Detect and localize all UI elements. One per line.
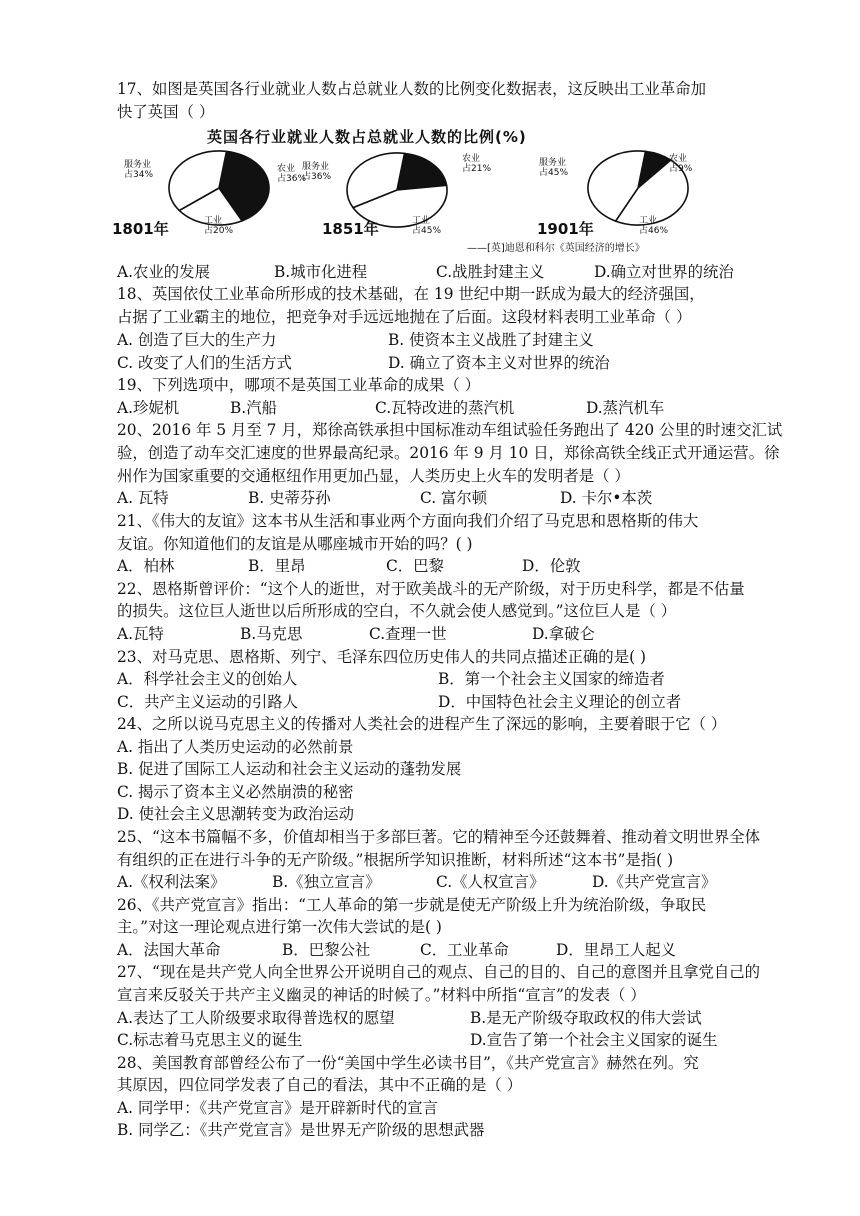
q28-stem-line2: 其原因，四位同学发表了自己的看法，其中不正确的是（ ） [117, 1076, 523, 1094]
pie-1801-label-industry: 工业 占20% [204, 216, 234, 236]
q22-option-a: A.瓦特 [117, 625, 164, 643]
q26-stem-line2: 主。”对这一理论观点进行第一次伟大尝试的是( ) [117, 918, 442, 936]
q27-option-c: C.标志着马克思主义的诞生 [117, 1031, 303, 1049]
q19-option-a: A.珍妮机 [117, 399, 180, 417]
q28-option-b: B. 同学乙：《共产党宣言》是世界无产阶级的思想武器 [117, 1121, 485, 1139]
q22-option-c: C.查理一世 [369, 625, 447, 643]
pie-1851-label-agri: 农业 占21% [462, 154, 492, 174]
q27-option-d: D.宣告了第一个社会主义国家的诞生 [470, 1031, 718, 1049]
q23-stem: 23、对马克思、恩格斯、列宁、毛泽东四位历史伟人的共同点描述正确的是( ) [117, 648, 646, 666]
q26-option-a: A．法国大革命 [117, 941, 221, 959]
pie-1851-label-industry: 工业 占45% [412, 216, 442, 236]
q21-option-d: D．伦敦 [522, 557, 581, 575]
q24-option-d: D. 使社会主义思潮转变为政治运动 [117, 805, 355, 823]
q19-option-c: C.瓦特改进的蒸汽机 [375, 399, 515, 417]
q19-option-b: B.汽船 [230, 399, 277, 417]
pie-1801-label-service: 服务业 占34% [124, 160, 154, 180]
q18-stem-line2: 占据了工业霸主的地位，把竞争对手远远地抛在了后面。这段材料表明工业革命（ ） [117, 308, 692, 326]
q17-option-b: B.城市化进程 [274, 263, 368, 281]
q18-option-d: D. 确立了资本主义对世界的统治 [388, 354, 610, 372]
q28-stem-line1: 28、美国教育部曾经公布了一份“美国中学生必读书目”，《共产党宣言》赫然在列。究 [117, 1054, 699, 1072]
q21-option-c: C．巴黎 [386, 557, 444, 575]
q26-stem-line1: 26、《共产党宣言》指出：“工人革命的第一步就是使无产阶级上升为统治阶级，争取民 [117, 896, 707, 914]
q18-stem-line1: 18、英国依仗工业革命所形成的技术基础，在 19 世纪中期一跃成为最大的经济强国， [117, 285, 705, 303]
employment-pie-chart-figure [112, 126, 752, 258]
q20-option-a: A. 瓦特 [117, 489, 169, 507]
q20-option-b: B. 史蒂芬孙 [248, 489, 331, 507]
pie-1851-label-service: 服务业 占36% [302, 162, 332, 182]
q25-option-a: A.《权利法案》 [117, 873, 226, 891]
q21-option-a: A．柏林 [117, 557, 175, 575]
pie-1901-year: 1901年 [537, 220, 594, 238]
pie-1851-slice-agri [397, 153, 447, 190]
q24-option-a: A. 指出了人类历史运动的必然前景 [117, 738, 354, 756]
chart-title: 英国各行业就业人数占总就业人数的比例(%) [207, 128, 527, 146]
q23-option-b: B．第一个社会主义国家的缔造者 [438, 670, 665, 688]
q17-option-a: A.农业的发展 [117, 263, 210, 281]
q26-option-d: D．里昂工人起义 [556, 941, 677, 959]
pie-1901-label-agri: 农业 占9% [669, 154, 693, 174]
pie-1901-label-industry: 工业 占46% [639, 216, 669, 236]
q19-option-d: D.蒸汽机车 [586, 399, 665, 417]
q21-stem-line1: 21、《伟大的友谊》这本书从生活和事业两个方面向我们介绍了马克思和恩格斯的伟大 [117, 512, 699, 530]
q24-stem: 24、之所以说马克思主义的传播对人类社会的进程产生了深远的影响，主要着眼于它（ ） [117, 715, 727, 733]
q25-stem-line1: 25、“这本书篇幅不多，价值却相当于多部巨著。它的精神至今还鼓舞着、推动着文明世界全体 [117, 828, 761, 846]
q25-option-d: D.《共产党宣言》 [592, 873, 717, 891]
pie-1901-label-service: 服务业 占45% [539, 158, 569, 178]
q22-option-d: D.拿破仑 [532, 625, 595, 643]
q22-stem-line2: 的损失。这位巨人逝世以后所形成的空白，不久就会使人感觉到。”这位巨人是（ ） [117, 602, 677, 620]
q21-stem-line2: 友谊。你知道他们的友谊是从哪座城市开始的吗？( ) [117, 535, 473, 553]
q20-option-c: C. 富尔顿 [420, 489, 488, 507]
pie-1851-year: 1851年 [322, 220, 379, 238]
q17-stem-line2: 快了英国（ ） [117, 103, 215, 121]
pie-1801 [112, 148, 322, 258]
q27-option-a: A.表达了工人阶级要求取得普选权的愿望 [117, 1009, 395, 1027]
q27-stem-line1: 27、“现在是共产党人向全世界公开说明自己的观点、自己的目的、自己的意图并且拿党自己的 [117, 963, 761, 981]
q21-option-b: B．里昂 [248, 557, 306, 575]
pie-1801-label-agri: 农业 占36% [277, 164, 307, 184]
q20-stem-line1: 20、2016 年 5 月至 7 月，郑徐高铁承担中国标准动车组试验任务跑出了 420 公里的时速交汇试 [117, 421, 783, 439]
q20-option-d: D. 卡尔•本茨 [560, 489, 653, 507]
pie-1801-year: 1801年 [112, 220, 169, 238]
q18-option-a: A. 创造了巨大的生产力 [117, 331, 277, 349]
q17-stem-line1: 17、如图是英国各行业就业人数占总就业人数的比例变化数据表，这反映出工业革命加 [117, 80, 707, 98]
q27-stem-line2: 宣言来反驳关于共产主义幽灵的神话的时候了。”材料中所指“宣言”的发表（ ） [117, 986, 646, 1004]
q28-option-a: A. 同学甲：《共产党宣言》是开辟新时代的宣言 [117, 1099, 439, 1117]
q25-option-c: C.《人权宣言》 [436, 873, 545, 891]
q22-stem-line1: 22、恩格斯曾评价：“这个人的逝世，对于欧美战斗的无产阶级，对于历史科学，都是不估量 [117, 580, 745, 598]
q25-option-b: B.《独立宣言》 [272, 873, 381, 891]
q24-option-c: C. 揭示了资本主义必然崩溃的秘密 [117, 783, 354, 801]
q26-option-c: C．工业革命 [420, 941, 509, 959]
q23-option-a: A．科学社会主义的创始人 [117, 670, 298, 688]
q17-option-d: D.确立对世界的统治 [594, 263, 734, 281]
q22-option-b: B.马克思 [240, 625, 303, 643]
chart-source: ——[英]迪恩和科尔《英国经济的增长》 [467, 243, 645, 254]
q19-stem: 19、下列选项中，哪项不是英国工业革命的成果（ ） [117, 376, 481, 394]
q20-stem-line2: 验，创造了动车交汇速度的世界最高纪录。2016 年 9 月 10 日，郑徐高铁全线正式开通运营。徐 [117, 444, 780, 462]
q24-option-b: B. 促进了国际工人运动和社会主义运动的蓬勃发展 [117, 760, 462, 778]
q18-option-b: B. 使资本主义战胜了封建主义 [388, 331, 594, 349]
q23-option-c: C．共产主义运动的引路人 [117, 693, 299, 711]
q27-option-b: B.是无产阶级夺取政权的伟大尝试 [470, 1009, 702, 1027]
q25-stem-line2: 有组织的正在进行斗争的无产阶级。”根据所学知识推断，材料所述“这本书”是指( ) [117, 851, 674, 869]
q18-option-c: C. 改变了人们的生活方式 [117, 354, 292, 372]
q20-stem-line3: 州作为国家重要的交通枢纽作用更加凸显，人类历史上火车的发明者是（ ） [117, 467, 630, 485]
q23-option-d: D．中国特色社会主义理论的创立者 [438, 693, 682, 711]
q26-option-b: B．巴黎公社 [282, 941, 371, 959]
q17-option-c: C.战胜封建主义 [436, 263, 545, 281]
